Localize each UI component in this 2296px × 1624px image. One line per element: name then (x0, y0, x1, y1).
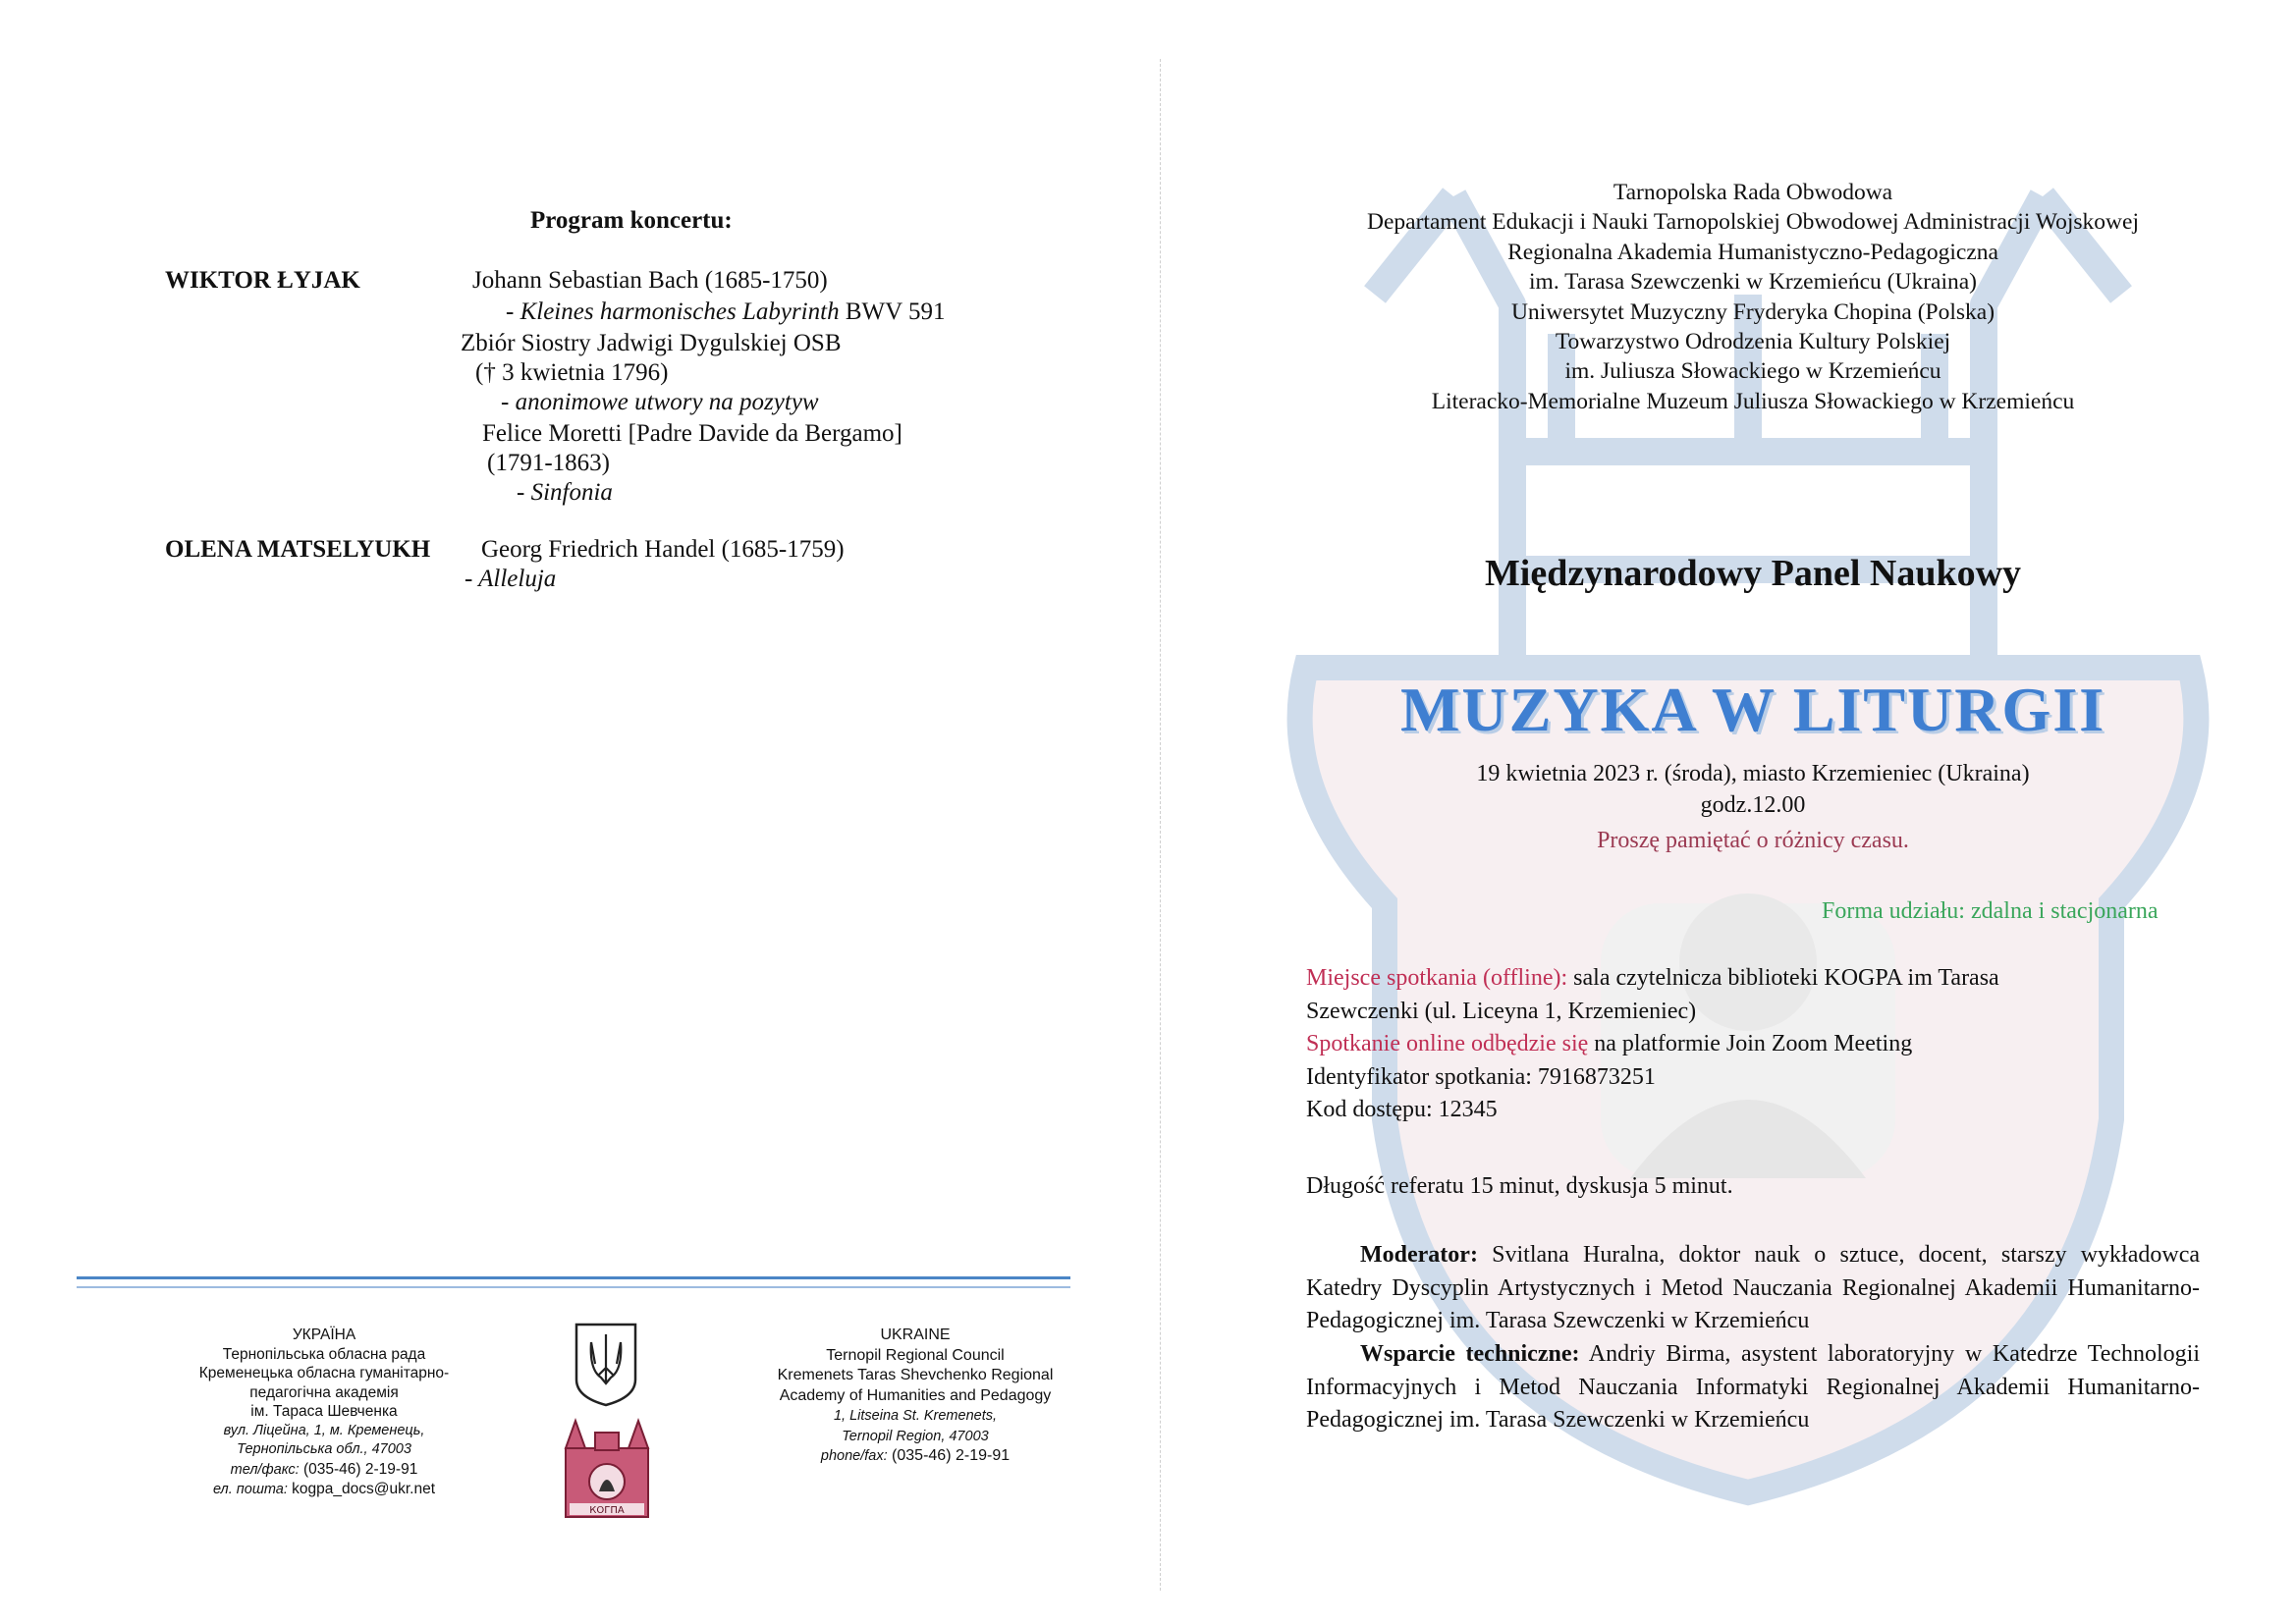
organizers-list (1198, 178, 2296, 416)
organizer-line: Uniwersytet Muzyczny Fryderyka Chopina (Polska) (1510, 298, 1995, 325)
organizer-line: im. Tarasa Szewczenki w Krzemieńcu (Ukraina) (1529, 269, 1977, 296)
page-fold (1160, 59, 1161, 1591)
footer-email: ел. пошта: kogpa_docs@ukr.net (212, 1481, 436, 1497)
program-line: - anonimowe utwory na pozytyw (501, 389, 819, 415)
performer-name: OLENA MATSELYUKH (165, 536, 431, 563)
footer-academy-line: Кременецька обласна гуманітарно- (198, 1365, 450, 1381)
access-code: Kod dostępu: 12345 (1306, 1097, 1498, 1122)
organizer-line: Departament Edukacji i Nauki Tarnopolskiej Obwodowej Administracji Wojskowej (1367, 209, 2139, 236)
organizer-line: Literacko-Memorialne Muzeum Juliusza Słowackiego w Krzemieńcu (1431, 388, 2075, 414)
support-label: Wsparcie techniczne: (1360, 1341, 1580, 1367)
academy-seal-icon (556, 1409, 658, 1535)
panel-title: Międzynarodowy Panel Naukowy (1484, 553, 2022, 594)
organizer-line: im. Juliusza Słowackiego w Krzemieńcu (1564, 358, 1941, 385)
support-paragraph: Wsparcie techniczne: Andriy Birma, asystent laboratoryjny w Katedrze Technologii Informacyjnych i Metod Nauczania Informatyki Regionalnej Akademii Humanitarno-Pedagogicznej im. Tarasa Szewczenki w Krzemieńcu (1306, 1341, 2201, 1433)
footer-country: УКРАЇНА (292, 1326, 356, 1343)
program-line: (1791-1863) (487, 450, 610, 476)
footer-divider-thin (77, 1286, 1070, 1288)
program-line: - Sinfonia (517, 479, 613, 506)
footer-english (738, 1326, 1092, 1467)
program-line: Georg Friedrich Handel (1685-1759) (481, 536, 845, 563)
footer-phone: тел/факс: (035-46) 2-19-91 (230, 1460, 418, 1478)
organizer-line: Regionalna Akademia Humanistyczno-Pedagogiczna (1507, 239, 1998, 265)
footer-ukrainian (147, 1326, 501, 1500)
program-title: Program koncertu: (530, 207, 733, 234)
program-line: Johann Sebastian Bach (1685-1750) (472, 267, 828, 294)
footer-academy-line: педагогічна академія (249, 1383, 399, 1401)
footer-divider (77, 1276, 1070, 1279)
footer-academy-line: Kremenets Taras Shevchenko Regional (777, 1367, 1054, 1383)
participation-form: Forma udziału: zdalna i stacjonarna (1822, 898, 2159, 924)
footer-address-line: 1, Litseina St. Kremenets, (833, 1408, 998, 1424)
organizer-line: Tarnopolska Rada Obwodowa (1613, 180, 1893, 205)
footer-phone: phone/fax: (035-46) 2-19-91 (820, 1447, 1011, 1464)
performer-name: WIKTOR ŁYJAK (165, 267, 360, 294)
footer-address-line: Ternopil Region, 47003 (842, 1428, 989, 1444)
footer-country: UKRAINE (880, 1326, 951, 1343)
moderator-label: Moderator: (1360, 1242, 1478, 1268)
event-time: godz.12.00 (1700, 792, 1806, 818)
footer-address-line: Тернопільська обл., 47003 (237, 1441, 411, 1457)
footer-council: Ternopil Regional Council (826, 1346, 1005, 1364)
program-line: - Alleluja (465, 566, 557, 592)
meeting-id: Identyfikator spotkania: 7916873251 (1306, 1063, 1656, 1090)
venue-info: Miejsce spotkania (offline): sala czytelnicza biblioteki KOGPA im Tarasa Szewczenki (ul. Liceyna 1, Krzemieniec) Spotkanie online odbędzie się na platformie Join Zoom Meeting Identyfikator spotkania: 7916873251 Kod dostępu: 12345 (1306, 962, 2200, 1127)
footer-address-line: вул. Ліцейна, 1, м. Кременець, (223, 1422, 425, 1438)
program-line: - Kleines harmonisches Labyrinth BWV 591 (506, 298, 946, 325)
program-line: Zbiór Siostry Jadwigi Dygulskiej OSB (461, 330, 842, 356)
seal-label: КОГПА (589, 1505, 625, 1516)
footer-academy-line: ім. Тараса Шевченка (250, 1403, 398, 1420)
timezone-note: Proszę pamiętać o różnicy czasu. (1597, 828, 1909, 853)
organizer-line: Towarzystwo Odrodzenia Kultury Polskiej (1555, 329, 1951, 355)
footer-academy-line: Academy of Humanities and Pedagogy (779, 1386, 1052, 1404)
online-label: Spotkanie online odbędzie się (1306, 1031, 1589, 1056)
program-line: († 3 kwietnia 1796) (475, 359, 669, 386)
footer-council: Тернопільська обласна рада (222, 1345, 426, 1363)
event-title: MUZYKA W LITURGII (1400, 675, 2105, 744)
event-date: 19 kwietnia 2023 r. (środa), miasto Krzemieniec (Ukraina) (1476, 761, 2030, 786)
moderator-paragraph: Moderator: Svitlana Huralna, doktor nauk o sztuce, docent, starszy wykładowca Katedry Dyscyplin Artystycznych i Metod Nauczania Regionalnej Akademii Humanitarno-Pedagogicznej im. Tarasa Szewczenki w Krzemieńcu (1306, 1242, 2200, 1333)
duration-note: Długość referatu 15 minut, dyskusja 5 minut. (1306, 1173, 1733, 1199)
program-line: Felice Moretti [Padre Davide da Bergamo] (482, 420, 902, 447)
venue-label: Miejsce spotkania (offline): (1306, 965, 1568, 991)
trident-emblem-icon (572, 1321, 640, 1407)
